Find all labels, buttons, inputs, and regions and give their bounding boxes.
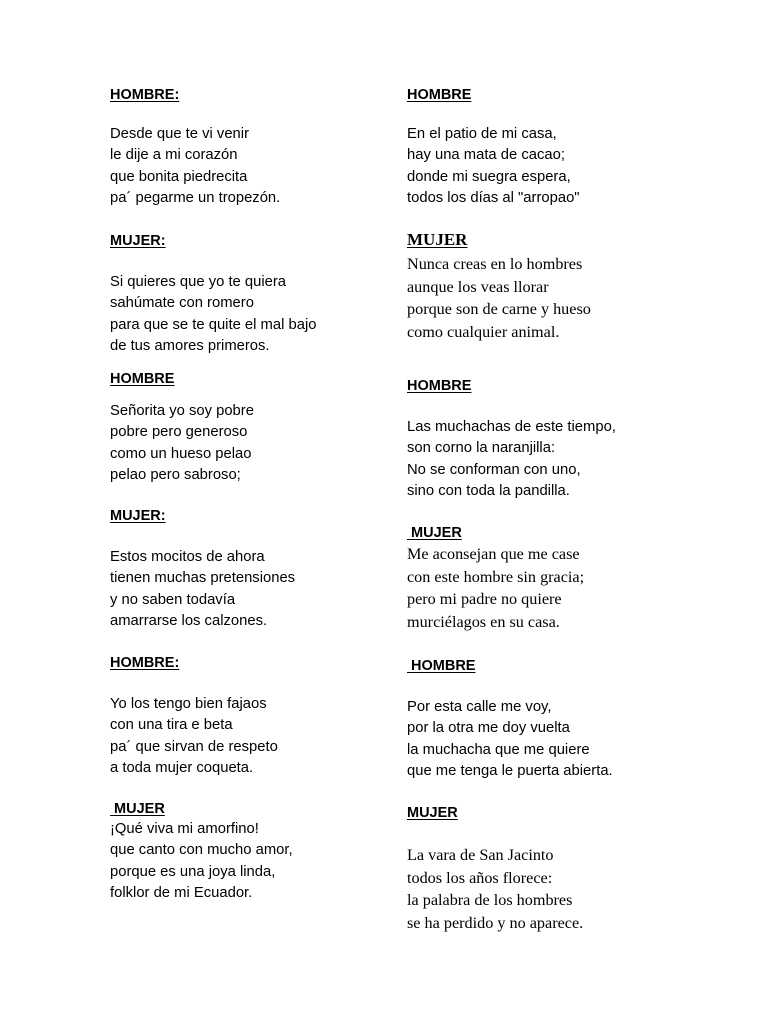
verse-line: Me aconsejan que me case: [407, 545, 580, 563]
verse-line: Las muchachas de este tiempo,: [407, 419, 616, 435]
verse-line: y no saben todavía: [110, 591, 236, 608]
verse-line: que me tenga le puerta abierta.: [407, 762, 613, 779]
verse-line: porque son de carne y hueso: [407, 300, 591, 318]
verse-line: pelao pero sabroso;: [110, 466, 241, 483]
verse-line: por la otra me doy vuelta: [407, 720, 570, 737]
verse-line: hay una mata de cacao;: [407, 147, 565, 164]
verse-line: con este hombre sin gracia;: [407, 567, 585, 586]
speaker-heading: MUJER: [407, 230, 468, 249]
verse-line: que canto con mucho amor,: [110, 842, 293, 859]
verse-8: [407, 253, 591, 343]
verse-line: porque es una joya linda,: [110, 863, 276, 880]
stanza-3: [110, 370, 174, 388]
verse-6: [110, 819, 293, 904]
verse-9: [407, 417, 616, 502]
verse-line: tienen muchas pretensiones: [110, 570, 296, 587]
verse-line: a toda mujer coqueta.: [110, 759, 254, 776]
verse-line: le dije a mi corazón: [110, 147, 238, 164]
verse-line: la palabra de los hombres: [407, 891, 573, 909]
verse-line: se ha perdido y no aparece.: [407, 913, 584, 932]
verse-line: folklor de mi Ecuador.: [110, 884, 253, 901]
speaker-heading: MUJER: [407, 805, 458, 821]
verse-line: pa´ que sirvan de respeto: [110, 738, 278, 755]
verse-line: Desde que te vi venir: [110, 126, 250, 142]
verse-line: que bonita piedrecita: [110, 168, 248, 185]
stanza-6: [110, 800, 165, 818]
stanza-9: [407, 377, 471, 395]
verse-line: todos los años florece:: [407, 868, 553, 887]
speaker-heading: HOMBRE: [407, 87, 472, 103]
verse-4: [110, 547, 295, 632]
stanza-5: [110, 654, 179, 672]
verse-line: En el patio de mi casa,: [407, 126, 557, 142]
verse-line: No se conforman con uno,: [407, 461, 581, 478]
verse-line: murciélagos en su casa.: [407, 612, 560, 631]
verse-11: [407, 697, 613, 782]
verse-line: de tus amores primeros.: [110, 337, 270, 354]
verse-line: sahúmate con romero: [110, 295, 254, 312]
speaker-heading: MUJER: [407, 525, 462, 541]
verse-1: [110, 124, 280, 209]
stanza-4: [110, 507, 166, 525]
speaker-heading: MUJER:: [110, 233, 166, 249]
speaker-heading: MUJER: [110, 801, 165, 817]
verse-3: [110, 401, 254, 486]
verse-line: pobre pero generoso: [110, 424, 248, 441]
verse-line: amarrarse los calzones.: [110, 612, 268, 629]
verse-10: [407, 543, 584, 633]
verse-line: pero mi padre no quiere: [407, 590, 562, 608]
stanza-8: [407, 231, 467, 249]
verse-line: son corno la naranjilla:: [407, 440, 556, 457]
verse-line: como cualquier animal.: [407, 322, 560, 341]
verse-line: Por esta calle me voy,: [407, 699, 552, 715]
stanza-2: [110, 232, 166, 250]
verse-line: sino con toda la pandilla.: [407, 482, 570, 499]
stanza-10: [407, 524, 462, 542]
verse-line: Señorita yo soy pobre: [110, 403, 254, 419]
speaker-heading: HOMBRE: [407, 658, 476, 674]
verse-5: [110, 694, 278, 779]
stanza-11: [407, 657, 475, 675]
verse-line: con una tira e beta: [110, 717, 233, 734]
stanza-7: [407, 86, 471, 104]
verse-line: La vara de San Jacinto: [407, 846, 554, 864]
verse-2: [110, 272, 316, 357]
verse-line: Nunca creas en lo hombres: [407, 255, 583, 273]
verse-line: la muchacha que me quiere: [407, 741, 590, 758]
verse-12: [407, 844, 583, 934]
speaker-heading: HOMBRE: [407, 378, 472, 394]
verse-line: para que se te quite el mal bajo: [110, 316, 317, 333]
verse-line: Yo los tengo bien fajaos: [110, 696, 267, 712]
speaker-heading: HOMBRE:: [110, 87, 180, 103]
verse-line: ¡Qué viva mi amorfino!: [110, 821, 259, 837]
verse-line: Estos mocitos de ahora: [110, 549, 265, 565]
verse-line: aunque los veas llorar: [407, 277, 549, 296]
speaker-heading: HOMBRE: [110, 371, 175, 387]
verse-line: Si quieres que yo te quiera: [110, 274, 287, 290]
verse-line: todos los días al "arropao": [407, 189, 580, 206]
speaker-heading: MUJER:: [110, 508, 166, 524]
verse-line: donde mi suegra espera,: [407, 168, 571, 185]
verse-line: como un hueso pelao: [110, 445, 252, 462]
verse-7: [407, 124, 580, 209]
verse-line: pa´ pegarme un tropezón.: [110, 189, 281, 206]
speaker-heading: HOMBRE:: [110, 655, 180, 671]
stanza-1: [110, 86, 179, 104]
stanza-12: [407, 804, 458, 822]
